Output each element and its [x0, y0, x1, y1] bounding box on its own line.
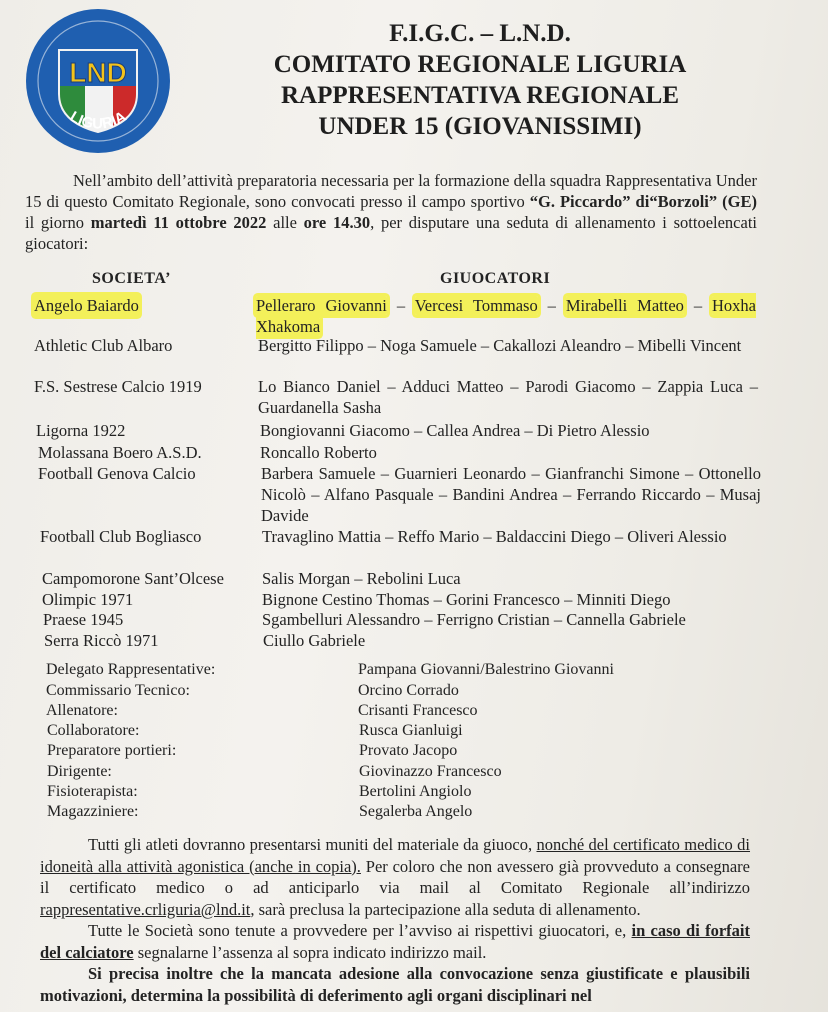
- staff-member-name: Segalerba Angelo: [359, 803, 473, 820]
- player-name-highlighted: Hoxha Xhakoma: [256, 296, 757, 336]
- staff-member-name: Crisanti Francesco: [358, 702, 478, 719]
- staff-member-name: Rusca Gianluigi: [359, 722, 463, 739]
- player-name-highlighted: Pelleraro Giovanni: [256, 296, 387, 315]
- player-names: –: [386, 296, 415, 315]
- club-name: Molassana Boero A.S.D.: [38, 443, 202, 462]
- notice-disciplinary: Si precisa inoltre che la mancata adesione alla convocazione senza giustificate e plausibili motivazioni, determina la possibilità di deferimento agli organi disciplinari nel: [40, 964, 750, 1005]
- player-list: [263, 630, 763, 651]
- player-list: [261, 463, 761, 526]
- club-name: F.S. Sestrese Calcio 1919: [34, 377, 202, 396]
- player-names: Sgambelluri Alessandro – Ferrigno Cristian – Cannella Gabriele: [262, 610, 686, 629]
- player-names: Bergitto Filippo – Noga Samuele – Cakallozi Aleandro – Mibelli Vincent: [258, 336, 742, 355]
- club-name: Olimpic 1971: [42, 590, 134, 609]
- player-names: Travaglino Mattia – Reffo Mario – Baldaccini Diego – Oliveri Alessio: [262, 527, 727, 546]
- player-names: Roncallo Roberto: [260, 443, 377, 462]
- staff-role: Fisioterapista:: [47, 783, 138, 800]
- player-list: [258, 335, 758, 356]
- staff-role: Magazziniere:: [47, 803, 139, 820]
- header-line-4: UNDER 15 (GIOVANISSIMI): [318, 113, 642, 140]
- staff-role: Collaboratore:: [47, 722, 140, 739]
- player-names: –: [537, 296, 566, 315]
- club-name: Praese 1945: [43, 610, 124, 629]
- header-line-2: COMITATO REGIONALE LIGURIA: [273, 51, 687, 78]
- staff-member-name: Giovinazzo Francesco: [359, 763, 502, 780]
- staff-member-name: Pampana Giovanni/Balestrino Giovanni: [358, 661, 614, 678]
- player-list: [260, 442, 760, 463]
- column-header-players: GIUOCATORI: [440, 270, 551, 287]
- club-name: Campomorone Sant’Olcese: [42, 569, 224, 588]
- intro-paragraph: Nell’ambito dell’attività preparatoria necessaria per la formazione della squadra Rappresentativa Under 15 di questo Comitato Regionale, sono convocati presso il campo sportivo “G. Piccardo” di“Borzoli” (GE) il giorno martedì 11 ottobre 2022 alle ore 14.30, per disputare una seduta di allenamento i sottoelencati giocatori:: [25, 171, 757, 253]
- staff-role: Delegato Rappresentative:: [46, 661, 216, 678]
- staff-role: Preparatore portieri:: [47, 742, 177, 759]
- club-name: Serra Riccò 1971: [44, 631, 159, 650]
- player-names: Lo Bianco Daniel – Adduci Matteo – Parodi Giacomo – Zappia Luca – Guardanella Sasha: [258, 377, 758, 417]
- player-name-highlighted: Mirabelli Matteo: [565, 296, 684, 315]
- player-names: Ciullo Gabriele: [263, 631, 366, 650]
- venue: “G. Piccardo” di“Borzoli” (GE): [529, 192, 757, 211]
- player-names: Barbera Samuele – Guarnieri Leonardo – Gianfranchi Simone – Ottonello Nicolò – Alfano Pasquale – Bandini Andrea – Ferrando Riccardo – Musaj Davide: [261, 464, 761, 525]
- staff-member-name: Provato Jacopo: [359, 742, 458, 759]
- player-names: Salis Morgan – Rebolini Luca: [262, 569, 461, 588]
- logo-text-lnd: LND: [69, 57, 127, 88]
- staff-member-name: Orcino Corrado: [358, 682, 459, 699]
- staff-role: Commissario Tecnico:: [46, 682, 190, 699]
- logo-text-liguria: LIGURIA: [66, 108, 130, 133]
- club-name: Football Genova Calcio: [38, 464, 196, 483]
- notice-forfait: Tutte le Società sono tenute a provvedere per l’avviso ai rispettivi giuocatori, e, in caso di forfait del calciatore segnalarne l’assenza al sopra indicato indirizzo mail.: [40, 921, 750, 962]
- contact-email-link[interactable]: rappresentative.crliguria@lnd.it: [40, 899, 251, 919]
- club-name: Ligorna 1922: [36, 421, 126, 440]
- player-list: [262, 568, 762, 589]
- club-name: Football Club Bogliasco: [40, 527, 202, 546]
- player-names: Bignone Cestino Thomas – Gorini Francesco – Minniti Diego: [262, 590, 671, 609]
- header-line-1: F.I.G.C. – L.N.D.: [389, 20, 571, 47]
- session-date: martedì 11 ottobre 2022: [90, 213, 267, 232]
- player-list: [262, 589, 762, 610]
- player-list: [260, 420, 760, 441]
- staff-role: Allenatore:: [46, 702, 118, 719]
- club-name: Angelo Baiardo: [34, 296, 139, 315]
- header-line-3: RAPPRESENTATIVA REGIONALE: [281, 82, 679, 109]
- player-list: [258, 376, 758, 418]
- player-list: [262, 526, 762, 547]
- player-name-highlighted: Vercesi Tommaso: [414, 296, 538, 315]
- notice-certificate: Tutti gli atleti dovranno presentarsi muniti del materiale da giuoco, nonché del certificato medico di idoneità alla attività agonistica (anche in copia). Per coloro che non avessero già provveduto a consegnare il certificato medico o ad anticiparlo via mail al Comitato Regionale all’indirizzo rappresentative.crliguria@lnd.it, sarà preclusa la partecipazione alla seduta di allenamento.: [40, 835, 751, 919]
- player-list: [256, 295, 756, 337]
- notices: [40, 834, 750, 1006]
- staff-role: Dirigente:: [47, 763, 112, 780]
- session-time: ore 14.30: [303, 213, 371, 232]
- club-name: Athletic Club Albaro: [34, 336, 173, 355]
- player-list: [262, 609, 762, 630]
- lnd-liguria-logo: [25, 8, 171, 154]
- staff-member-name: Bertolini Angiolo: [359, 783, 472, 800]
- player-names: Bongiovanni Giacomo – Callea Andrea – Di Pietro Alessio: [260, 421, 650, 440]
- player-names: –: [683, 296, 713, 315]
- column-header-club: SOCIETA’: [92, 270, 171, 287]
- document-header: [230, 18, 730, 142]
